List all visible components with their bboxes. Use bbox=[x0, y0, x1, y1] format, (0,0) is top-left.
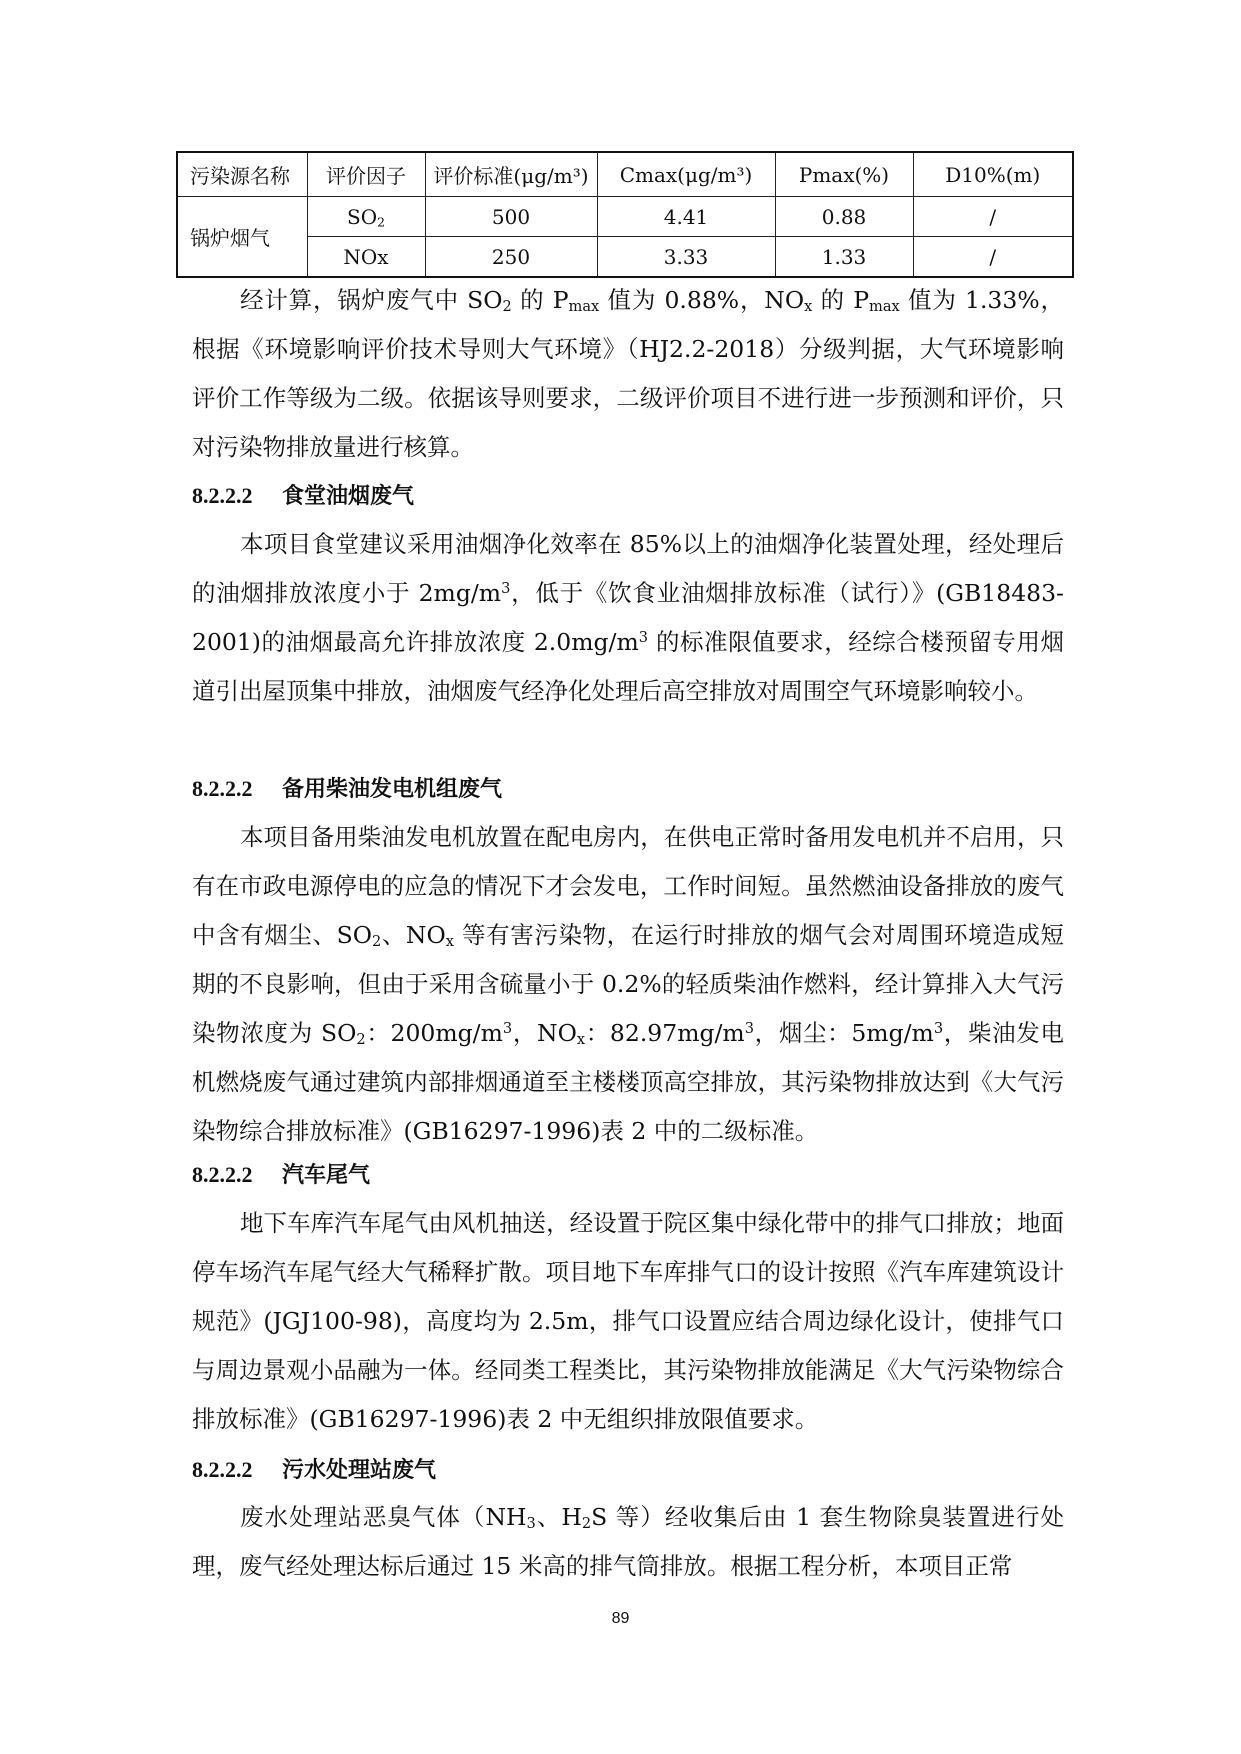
pmax-cell: 1.33 bbox=[775, 237, 913, 278]
standard-cell: 500 bbox=[425, 197, 597, 237]
cmax-cell: 3.33 bbox=[597, 237, 775, 278]
table-header-row bbox=[177, 152, 1073, 197]
d10-cell: / bbox=[913, 237, 1073, 278]
cmax-cell: 4.41 bbox=[597, 197, 775, 237]
factor-cell: $SO_2$ bbox=[307, 197, 425, 237]
table-row bbox=[177, 237, 1073, 278]
pmax-cell: 0.88 bbox=[775, 197, 913, 237]
page-number: 89 bbox=[611, 1610, 630, 1627]
header-standard: 评价标准(μg/m³) bbox=[425, 152, 597, 197]
paragraph-vehicle: 地下车库汽车尾气由风机抽送，经设置于院区集中绿化带中的排气口排放；地面停车场汽车尾气经大气稀释扩散。项目地下车库排气口的设计按照《汽车库建筑设计规范》(JGJ100-98)，高度均为 2.5m，排气口设置应结合周边绿化设计，使排气口与周边景观小品融为一体。经同类工程类比，其污染物排放能满足《大气污染物综合排放标准》(GB16297-1996)表 2 中无组织排放限值要求。 bbox=[192, 1209, 1064, 1433]
header-pmax: Pmax(%) bbox=[775, 152, 913, 197]
paragraph-canteen: 本项目食堂建议采用油烟净化效率在 85%以上的油烟净化装置处理，经处理后的油烟排放浓度小于 $2mg/m^3$，低于《饮食业油烟排放标准（试行）》(GB18483-2001)的油烟最高允许排放浓度 $2.0mg/m^3$ 的标准限值要求，经综合楼预留专用烟道引出屋顶集中排放，油烟废气经净化处理后高空排放对周围空气环境影响较小。 bbox=[192, 530, 1064, 705]
source-cell: 锅炉烟气 bbox=[177, 197, 307, 278]
paragraph-wastewater: 废水处理站恶臭气体（$NH_3$、$H_2S$ 等）经收集后由 1 套生物除臭装置进行处理，废气经处理达标后通过 15 米高的排气筒排放。根据工程分析，本项目正常 bbox=[192, 1503, 1064, 1580]
header-source: 污染源名称 bbox=[177, 152, 307, 197]
standard-cell: 250 bbox=[425, 237, 597, 278]
evaluation-table bbox=[176, 151, 1074, 278]
section-heading-canteen: 8.2.2.2 食堂油烟废气 bbox=[192, 483, 415, 509]
paragraph-boiler-result: 经计算，锅炉废气中 $SO_2$ 的 $P_{max}$ 值为 0.88%，$NO_x$ 的 $P_{max}$ 值为 1.33%，根据《环境影响评价技术导则大气环境》（HJ2.2-2018）分级判据，大气环境影响评价工作等级为二级。依据该导则要求，二级评价项目不进行进一步预测和评价，只对污染物排放量进行核算。 bbox=[192, 286, 1064, 461]
d10-cell: / bbox=[913, 197, 1073, 237]
section-heading-wastewater: 8.2.2.2 污水处理站废气 bbox=[192, 1457, 437, 1483]
header-factor: 评价因子 bbox=[307, 152, 425, 197]
section-heading-vehicle: 8.2.2.2 汽车尾气 bbox=[192, 1162, 371, 1188]
paragraph-generator: 本项目备用柴油发电机放置在配电房内，在供电正常时备用发电机并不启用，只有在市政电源停电的应急的情况下才会发电，工作时间短。虽然燃油设备排放的废气中含有烟尘、$SO_2$、$NO_x$ 等有害污染物，在运行时排放的烟气会对周围环境造成短期的不良影响，但由于采用含硫量小于 0.2%的轻质柴油作燃料，经计算排入大气污染物浓度为 $SO_2$：$200mg/m^3$，$NO_x$：$82.97mg/m^3$，烟尘：$5mg/m^3$，柴油发电机燃烧废气通过建筑内部排烟通道至主楼楼顶高空排放，其污染物排放达到《大气污染物综合排放标准》(GB16297-1996)表 2 中的二级标准。 bbox=[192, 823, 1064, 1145]
factor-cell: NOx bbox=[307, 237, 425, 278]
table-row bbox=[177, 197, 1073, 237]
header-cmax: Cmax(μg/m³) bbox=[597, 152, 775, 197]
section-heading-generator: 8.2.2.2 备用柴油发电机组废气 bbox=[192, 776, 503, 802]
header-d10: D10%(m) bbox=[913, 152, 1073, 197]
